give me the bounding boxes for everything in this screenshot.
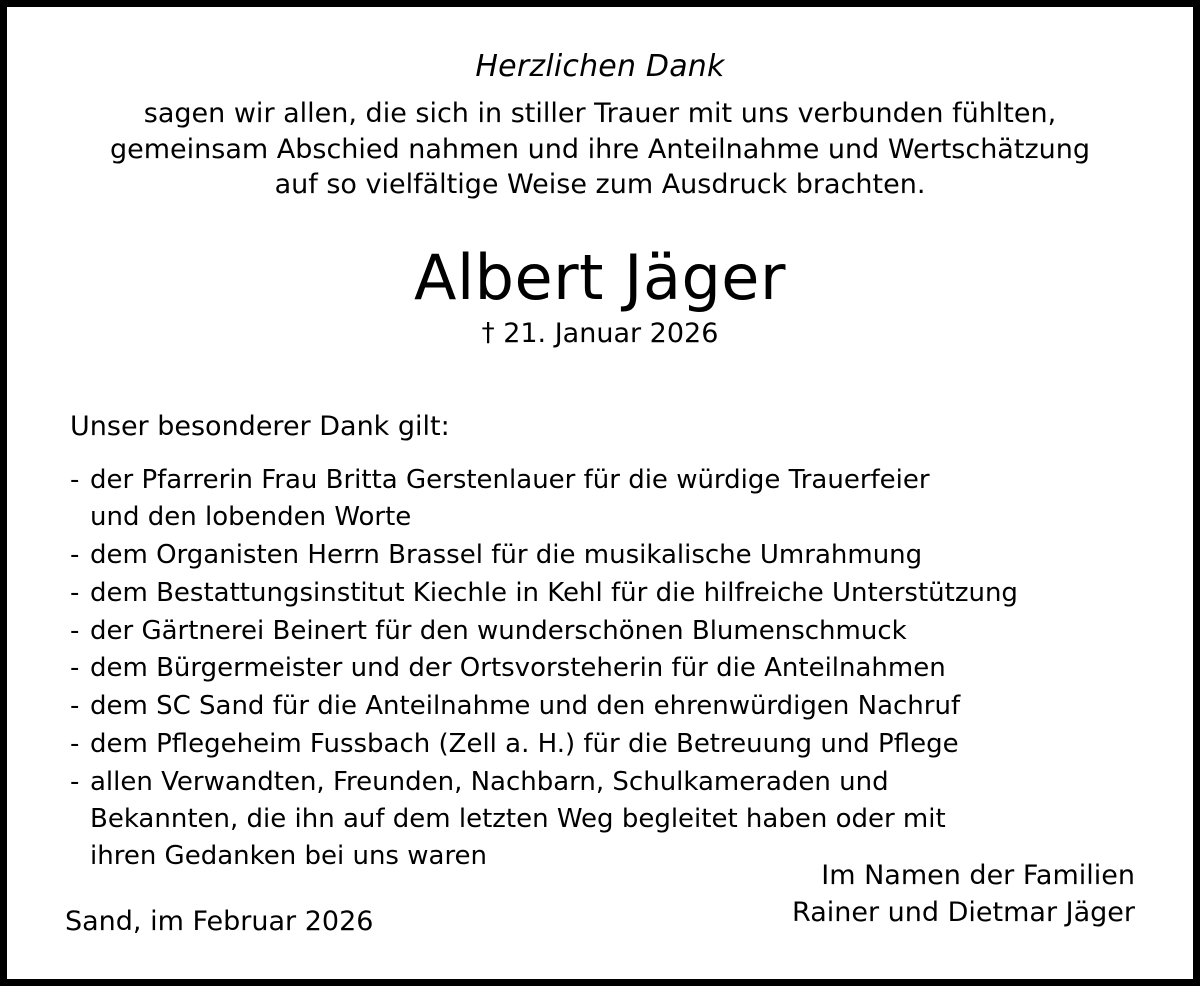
intro-line: gemeinsam Abschied nahmen und ihre Anteilnahme und Wertschätzung [110, 133, 1090, 165]
list-item [70, 537, 1135, 574]
special-thanks-title: Unser besonderer Dank gilt: [70, 410, 450, 442]
closing-line: Im Namen der Familien [821, 860, 1135, 892]
list-marker: - [70, 653, 80, 684]
death-date-line [65, 318, 1135, 349]
list-item [70, 462, 1135, 536]
list-item-line: dem SC Sand für die Anteilnahme und den ehrenwürdigen Nachruf [90, 691, 961, 722]
intro-line: sagen wir allen, die sich in stiller Trauer mit uns verbunden fühlten, [143, 98, 1057, 129]
list-marker: - [70, 577, 80, 608]
list-marker: - [70, 615, 80, 646]
death-date: 21. Januar 2026 [503, 317, 719, 349]
list-marker: - [70, 729, 80, 760]
list-item-line: der Gärtnerei Beinert für den wunderschönen Blumenschmuck [90, 615, 907, 646]
list-item [70, 650, 1135, 687]
intro-line: auf so vielfältige Weise zum Ausdruck brachten. [274, 169, 926, 201]
list-marker: - [70, 767, 80, 798]
list-marker: - [70, 464, 80, 495]
closing-block [792, 858, 1135, 931]
cross-icon: † [481, 317, 495, 348]
deceased-name: Albert Jäger [414, 240, 786, 314]
thanks-list [65, 462, 1135, 875]
list-item [70, 726, 1135, 763]
thanks-heading: Herzlichen Dank [475, 49, 725, 84]
list-item-line: dem Bestattungsinstitut Kiechle in Kehl für die hilfreiche Unterstützung [90, 577, 1018, 608]
place-date: Sand, im Februar 2026 [65, 906, 374, 937]
list-item-line: ihren Gedanken bei uns waren [90, 840, 488, 871]
list-item-line: allen Verwandten, Freunden, Nachbarn, Schulkameraden und [90, 767, 889, 798]
intro-text [65, 96, 1135, 203]
list-item-line: dem Organisten Herrn Brassel für die musikalische Umrahmung [90, 539, 923, 570]
list-item [70, 613, 1135, 650]
list-item-line: dem Pflegeheim Fussbach (Zell a. H.) für die Betreuung und Pflege [90, 729, 959, 760]
list-marker: - [70, 691, 80, 722]
list-item-line: dem Bürgermeister und der Ortsvorsteherin für die Anteilnahmen [90, 653, 946, 684]
closing-line: Rainer und Dietmar Jäger [792, 896, 1135, 928]
list-item-line: und den lobenden Worte [90, 501, 412, 532]
list-marker: - [70, 539, 80, 570]
list-item-line: der Pfarrerin Frau Britta Gerstenlauer für die würdige Trauerfeier [90, 464, 930, 495]
list-item [70, 688, 1135, 725]
list-item [70, 575, 1135, 612]
list-item-line: Bekannten, die ihn auf dem letzten Weg begleitet haben oder mit [90, 804, 946, 835]
